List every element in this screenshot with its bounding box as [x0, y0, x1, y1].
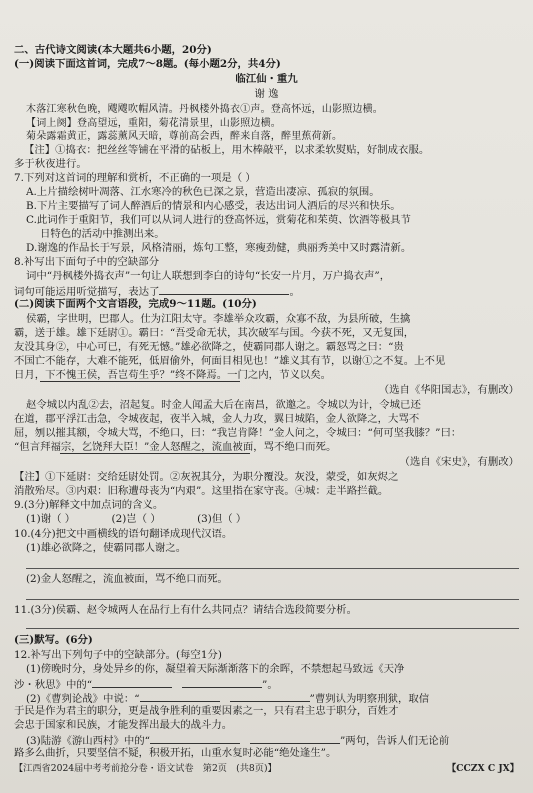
q12-2-prefix: (2)《曹刿论战》中说：“: [26, 693, 140, 705]
q8-text-prefix: 词句可能运用听觉描写，表达了: [14, 286, 160, 298]
q12-1-suffix: ”。: [262, 679, 278, 691]
footer-code: 【CCZX C JX】: [446, 763, 519, 774]
q11-answer-line[interactable]: [26, 628, 519, 629]
q7-option-c: C.此词作于重阳节，我们可以从词人进行的登高怀远，赏菊花和茱萸、饮酒等极具节: [26, 214, 411, 226]
footer-left: 【江西省2024届中考考前抢分卷・语文试卷 第2页 (共8页)】: [14, 763, 277, 774]
passage1-line-2: 霸，送于雄。雄下廷尉①。霸曰：“吾受命无状，其次破军与国。今获不死，又无复国，: [14, 327, 415, 339]
page-footer: [14, 760, 519, 774]
passage2-line-2: 在道，郡平浮江击急，令城夜起，夜半入城，金人力攻，翼日城陷，金人欲降之，大骂不: [14, 413, 420, 425]
passage1-line-4: 不国亡不能存，大难不能死，低眉偷外，何面目相见也！”雄义其有节，以谢①之不复。上不见: [14, 355, 446, 367]
poem-line-3: 菊朵露霜黄正，露蕊薰风天暗，尊前高会西，醉来自落，醉里蕉荷新。: [26, 131, 343, 142]
q8-text-cont: [14, 284, 519, 299]
q12-3-line-2: 路多么曲折，只要坚信不疑，积极开拓，山重水复时必能“绝处逢生”。: [14, 747, 337, 759]
q8-text: 词中“丹枫楼外捣衣声”一句让人联想到李白的诗句“长安一片月，万户捣衣声”，: [26, 270, 391, 282]
q10-item-2: (2)金人怒醒之，流血被面，骂不绝口而死。: [26, 573, 228, 585]
poem-author: 谢 逸: [254, 88, 279, 100]
q12-1-prefix: 沙・秋思》中的“: [14, 679, 93, 691]
passage1-source: （选自《华阳国志》，有删改）: [378, 384, 519, 396]
q12-3-blank-1[interactable]: [150, 733, 240, 744]
passage2-line-3: 屈，刎以摧其额，令城大骂，不绝口，曰：“我岂肯降！”金人问之，令城曰：“何可坚我膝？”曰：: [14, 427, 462, 439]
q12-2-line-1: [26, 691, 531, 706]
passage1-line-3: 友没其身②，中心可已，有死无憾。”雄必欲降之，使霸同郡人谢之。霸怒骂之曰：“贵: [14, 341, 404, 353]
q7-stem: 7.下列对这首词的理解和赏析，不正确的一项是（ ）: [14, 172, 256, 184]
q10-stem: 10.(4分)把文中画横线的语句翻译成现代汉语。: [14, 528, 233, 540]
q8-stem: 8.补写出下面句子中的空缺部分: [14, 256, 159, 268]
passage2-underline: [60, 453, 250, 454]
q8-text-period: 。: [289, 286, 300, 298]
q12-3-prefix: (3)陆游《游山西村》中的“: [26, 735, 150, 747]
q7-option-b: B.下片主要描写了词人醉酒后的情景和内心感受，表达出词人酒后的尽兴和快乐。: [26, 200, 401, 212]
passage1-line-1: 侯霸，字世明，巴郡人。仕为江阳太守。李雄举众攻霸，众寡不敌，为县所破，生擒: [26, 313, 411, 325]
q9-items: (1)谢（ ） (2)岂（ ） (3)但（ ）: [26, 513, 247, 525]
q7-option-a: A.上片描绘树叶凋落、江水寒冷的秋色已深之景，营造出凄凉、孤寂的氛围。: [26, 186, 380, 198]
poem-title: 临江仙・重九: [235, 73, 298, 85]
q9-stem: 9.(3分)解释文中加点词的含义。: [14, 499, 164, 511]
q12-1-line-1: (1)傍晚时分，身处异乡的你，凝望着天际渐渐落下的余晖，不禁想起马致远《天净: [26, 663, 405, 675]
q12-2-blank-1[interactable]: [140, 691, 220, 702]
q12-1-line-2: [14, 677, 519, 692]
passage2-line-1: 赵令城以内乱②去，沼起复。时金人闻孟大后在南昌，欲邀之。令城以为计，令城已还: [26, 399, 421, 411]
poem-note-cont: 多于秋夜进行。: [14, 158, 87, 170]
passage1-underline: [40, 381, 240, 382]
q12-2-line-2: 于民是作为君主的职分，更是战争胜利的重要因素之一，只有君主忠于职分，百姓才: [14, 705, 399, 717]
notes-line-1: 【注】①下延尉：交给廷尉处罚。②灰祝其分，为职分覆没。灰没，蒙受，如灰烬之: [14, 471, 399, 483]
q8-answer-blank[interactable]: [159, 284, 289, 295]
part-3-heading: (三)默写。(6分): [14, 634, 93, 646]
poem-note: 【注】①捣衣：把丝丝等铺在平滑的砧板上，用木棒敲平，以求柔软熨贴，好制成衣服。: [24, 144, 430, 156]
passage1-line-5: 日月，下不愧王侯，吾岂苟生乎？”终不降焉。一门之内，节义以矣。: [14, 369, 332, 381]
q12-3-blank-2[interactable]: [250, 733, 340, 744]
poem-line-1: 木落江寒秋色晚，飕飕吹帽风清。丹枫楼外捣衣①声。登高怀远，山影照边横。: [26, 104, 383, 115]
q10-item-1: (1)雄必欲降之，使霸同郡人谢之。: [26, 542, 187, 554]
q10-answer-line-2[interactable]: [26, 599, 519, 600]
q12-2-suffix: ”曹刿认为明察刑狱，取信: [309, 693, 430, 705]
q12-3-line-1: [26, 733, 531, 748]
notes-line-2: 消散殆尽。③内艰：旧称遭母丧为“内艰”。这里指在家守丧。④城：走半路拦截。: [14, 485, 389, 497]
q12-3-suffix: ”两句，告诉人们无论前: [339, 735, 450, 747]
part-1-heading: (一)阅读下面这首词，完成7～8题。(每小题2分，共4分): [14, 58, 281, 70]
poem-line-2: 【词上阕】登高望远，重阳，菊花清景里，山影照边横。: [26, 118, 281, 129]
q12-1-blank-1[interactable]: [92, 677, 172, 688]
q11-stem: 11.(3分)侯霸、赵令城两人在品行上有什么共同点？请结合选段简要分析。: [14, 604, 357, 616]
passage2-line-4: “但言拜福宗，乞饶拜大臣！”金人怒醒之，流血被面，骂不绝口而死。: [14, 441, 337, 453]
q12-2-blank-2[interactable]: [230, 691, 310, 702]
q12-stem: 12.补写出下列句子中的空缺部分。(每空1分): [14, 649, 222, 661]
q12-1-blank-2[interactable]: [182, 677, 262, 688]
passage2-source: （选自《宋史》，有删改）: [399, 456, 519, 468]
q12-2-line-3: 会忠于国家和民族，才能发挥出最大的战斗力。: [14, 719, 233, 731]
q7-option-d: D.谢逸的作品长于写景，风格清丽，炼句工整，寒瘦劲健，典丽秀美中又时露清新。: [26, 242, 412, 254]
q7-option-c-cont: 日特色的活动中推测出来。: [40, 228, 165, 240]
q10-answer-line-1[interactable]: [26, 568, 519, 569]
part-2-heading: (二)阅读下面两个文言语段，完成9～11题。(10分): [14, 298, 257, 310]
section-2-heading: 二、古代诗文阅读(本大题共6小题，20分): [14, 44, 212, 56]
